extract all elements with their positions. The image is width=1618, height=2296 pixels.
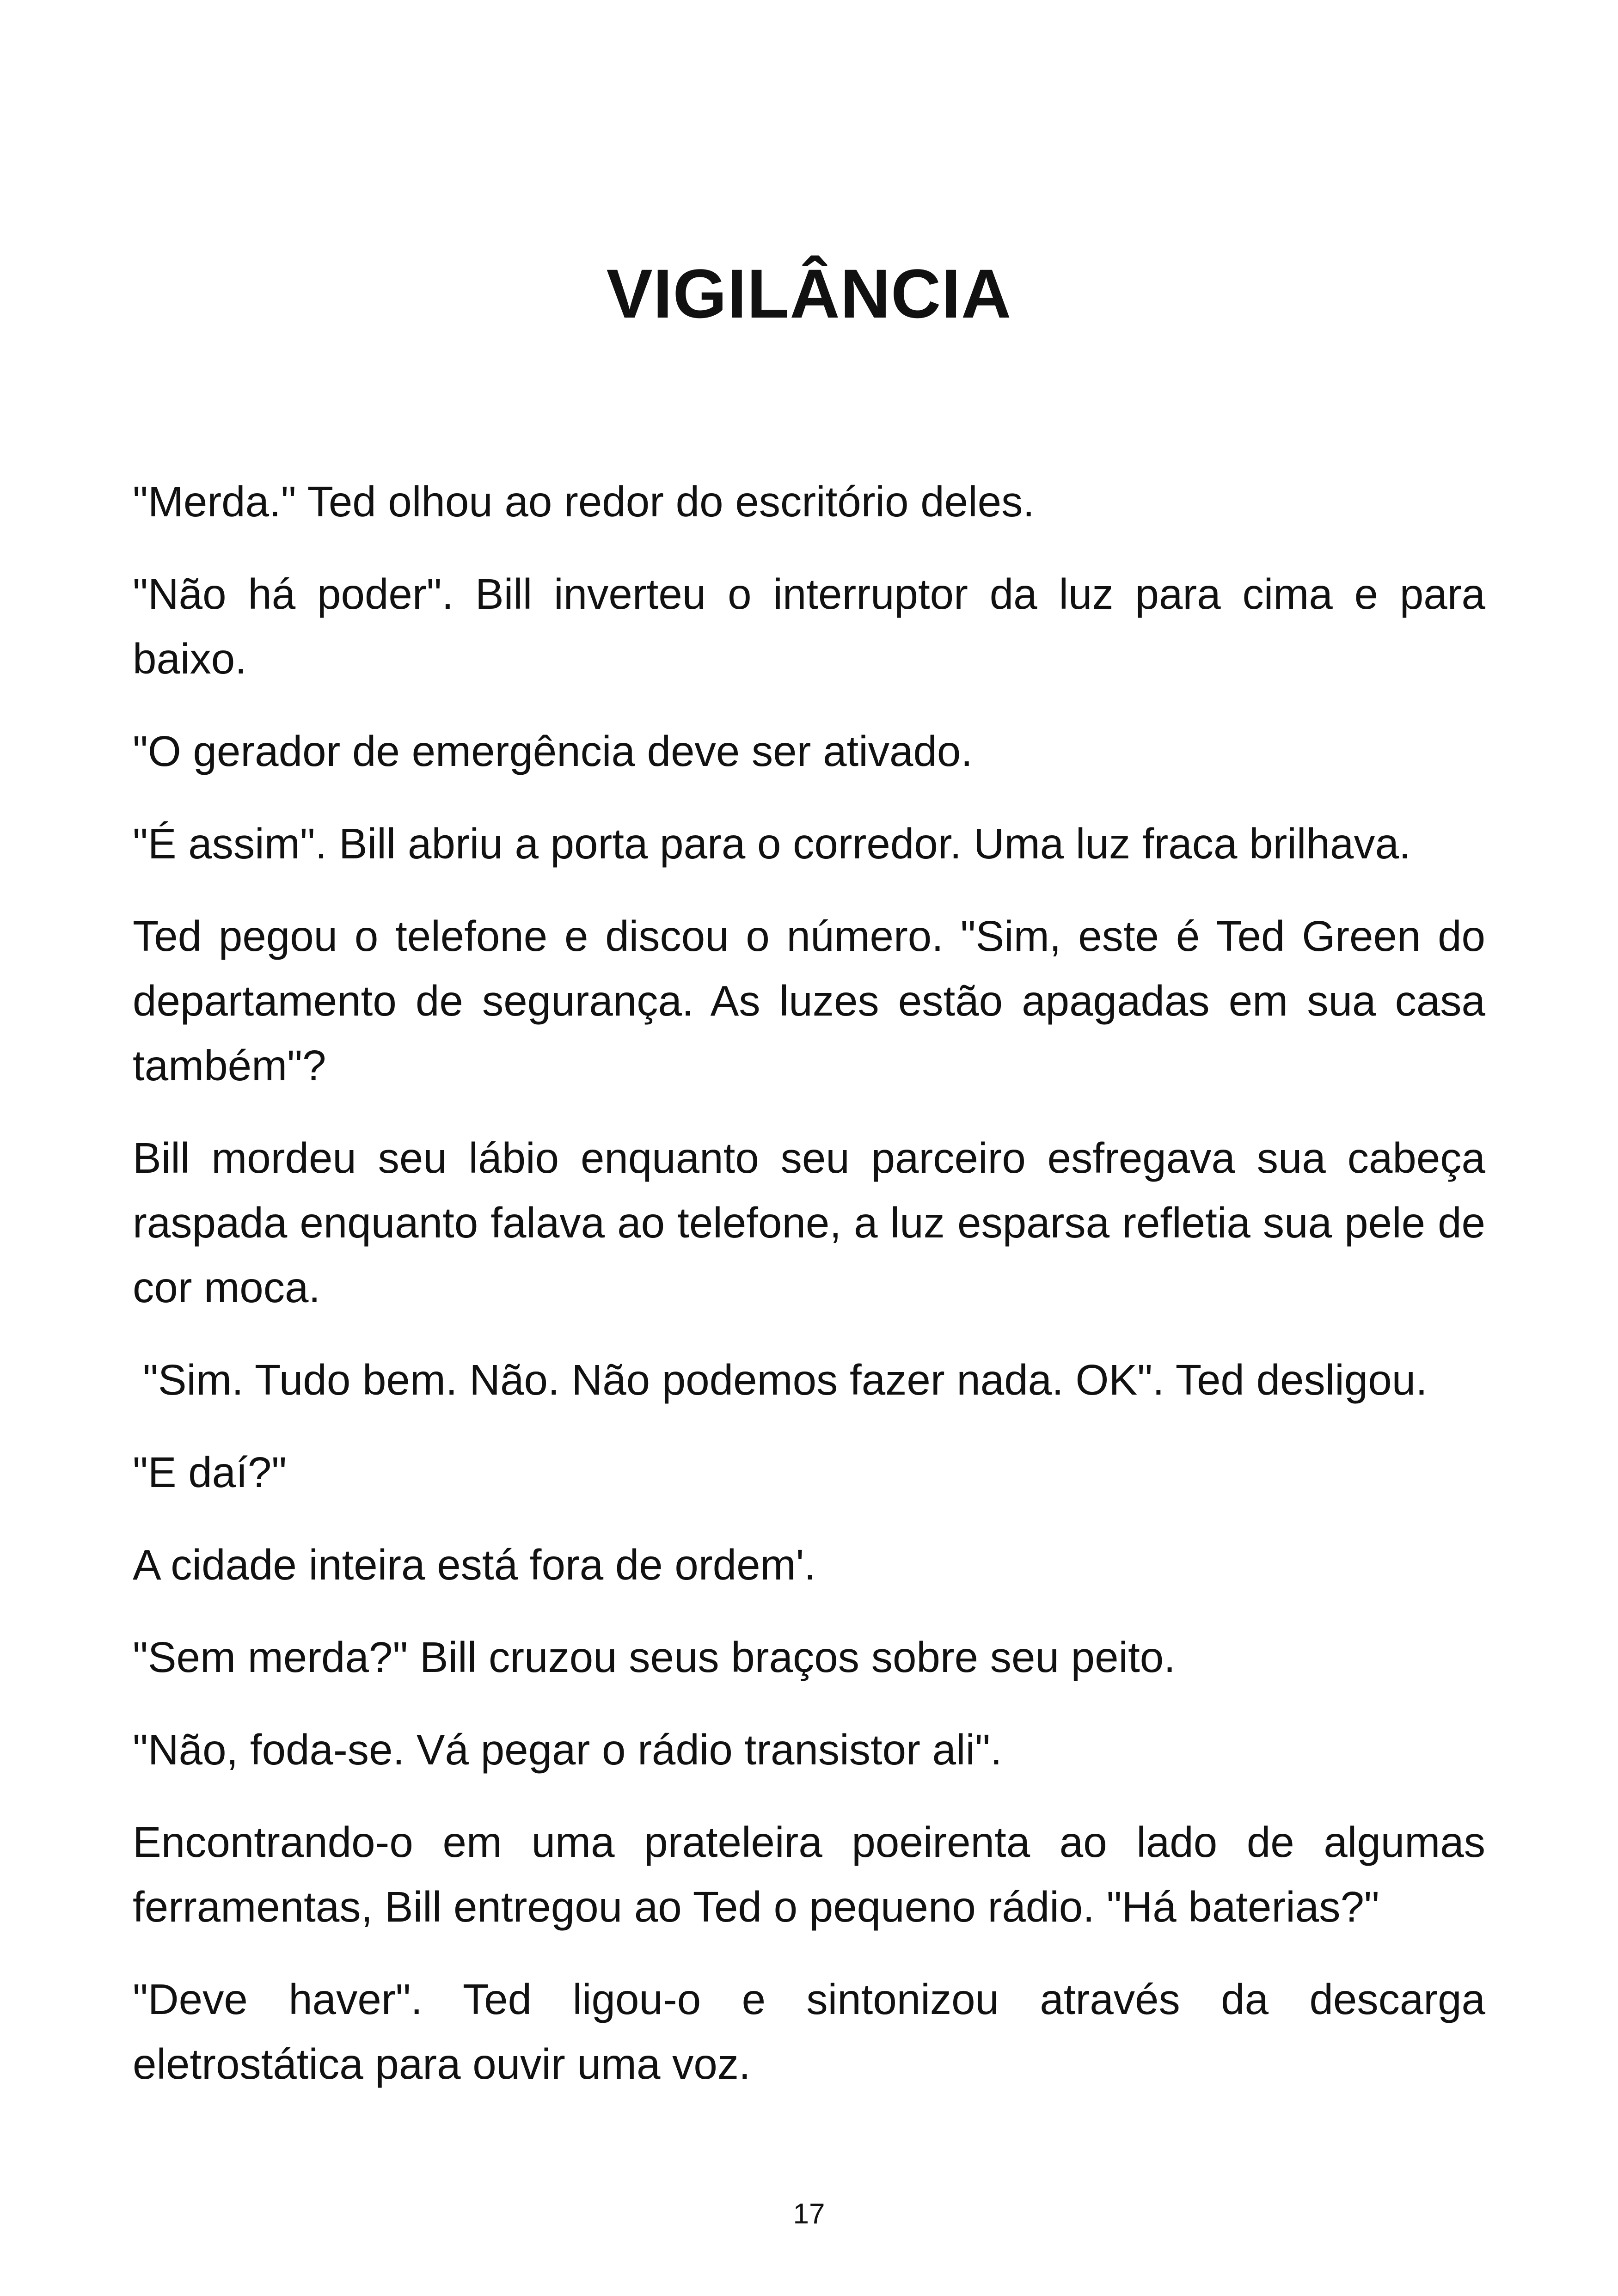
- page-number: 17: [793, 2198, 825, 2230]
- paragraph: "Sem merda?" Bill cruzou seus braços sobre seu peito.: [133, 1633, 1176, 1681]
- paragraph: "Não há poder". Bill inverteu o interruptor da luz para cima e para baixo.: [133, 570, 1485, 683]
- paragraph: "Sim. Tudo bem. Não. Não podemos fazer nada. OK". Ted desligou.: [143, 1356, 1428, 1404]
- paragraph: "O gerador de emergência deve ser ativado.: [133, 727, 973, 775]
- paragraph: A cidade inteira está fora de ordem'.: [133, 1541, 816, 1589]
- paragraph: Ted pegou o telefone e discou o número. "Sim, este é Ted Green do departamento de segurança. As luzes estão apagadas em sua casa também"?: [133, 912, 1485, 1090]
- chapter-body: [133, 469, 1485, 2124]
- paragraph: "E daí?": [133, 1448, 287, 1496]
- paragraph: "É assim". Bill abriu a porta para o corredor. Uma luz fraca brilhava.: [133, 820, 1411, 868]
- paragraph: "Deve haver". Ted ligou-o e sintonizou através da descarga eletrostática para ouvir uma voz.: [133, 1975, 1485, 2088]
- paragraph: "Merda." Ted olhou ao redor do escritório deles.: [133, 478, 1035, 526]
- chapter-title: VIGILÂNCIA: [606, 255, 1012, 332]
- paragraph: Encontrando-o em uma prateleira poeirenta ao lado de algumas ferramentas, Bill entregou ao Ted o pequeno rádio. "Há baterias?": [133, 1818, 1485, 1931]
- paragraph: "Não, foda-se. Vá pegar o rádio transistor ali".: [133, 1726, 1002, 1774]
- paragraph: Bill mordeu seu lábio enquanto seu parceiro esfregava sua cabeça raspada enquanto falava ao telefone, a luz esparsa refletia sua pele de cor moca.: [133, 1134, 1485, 1311]
